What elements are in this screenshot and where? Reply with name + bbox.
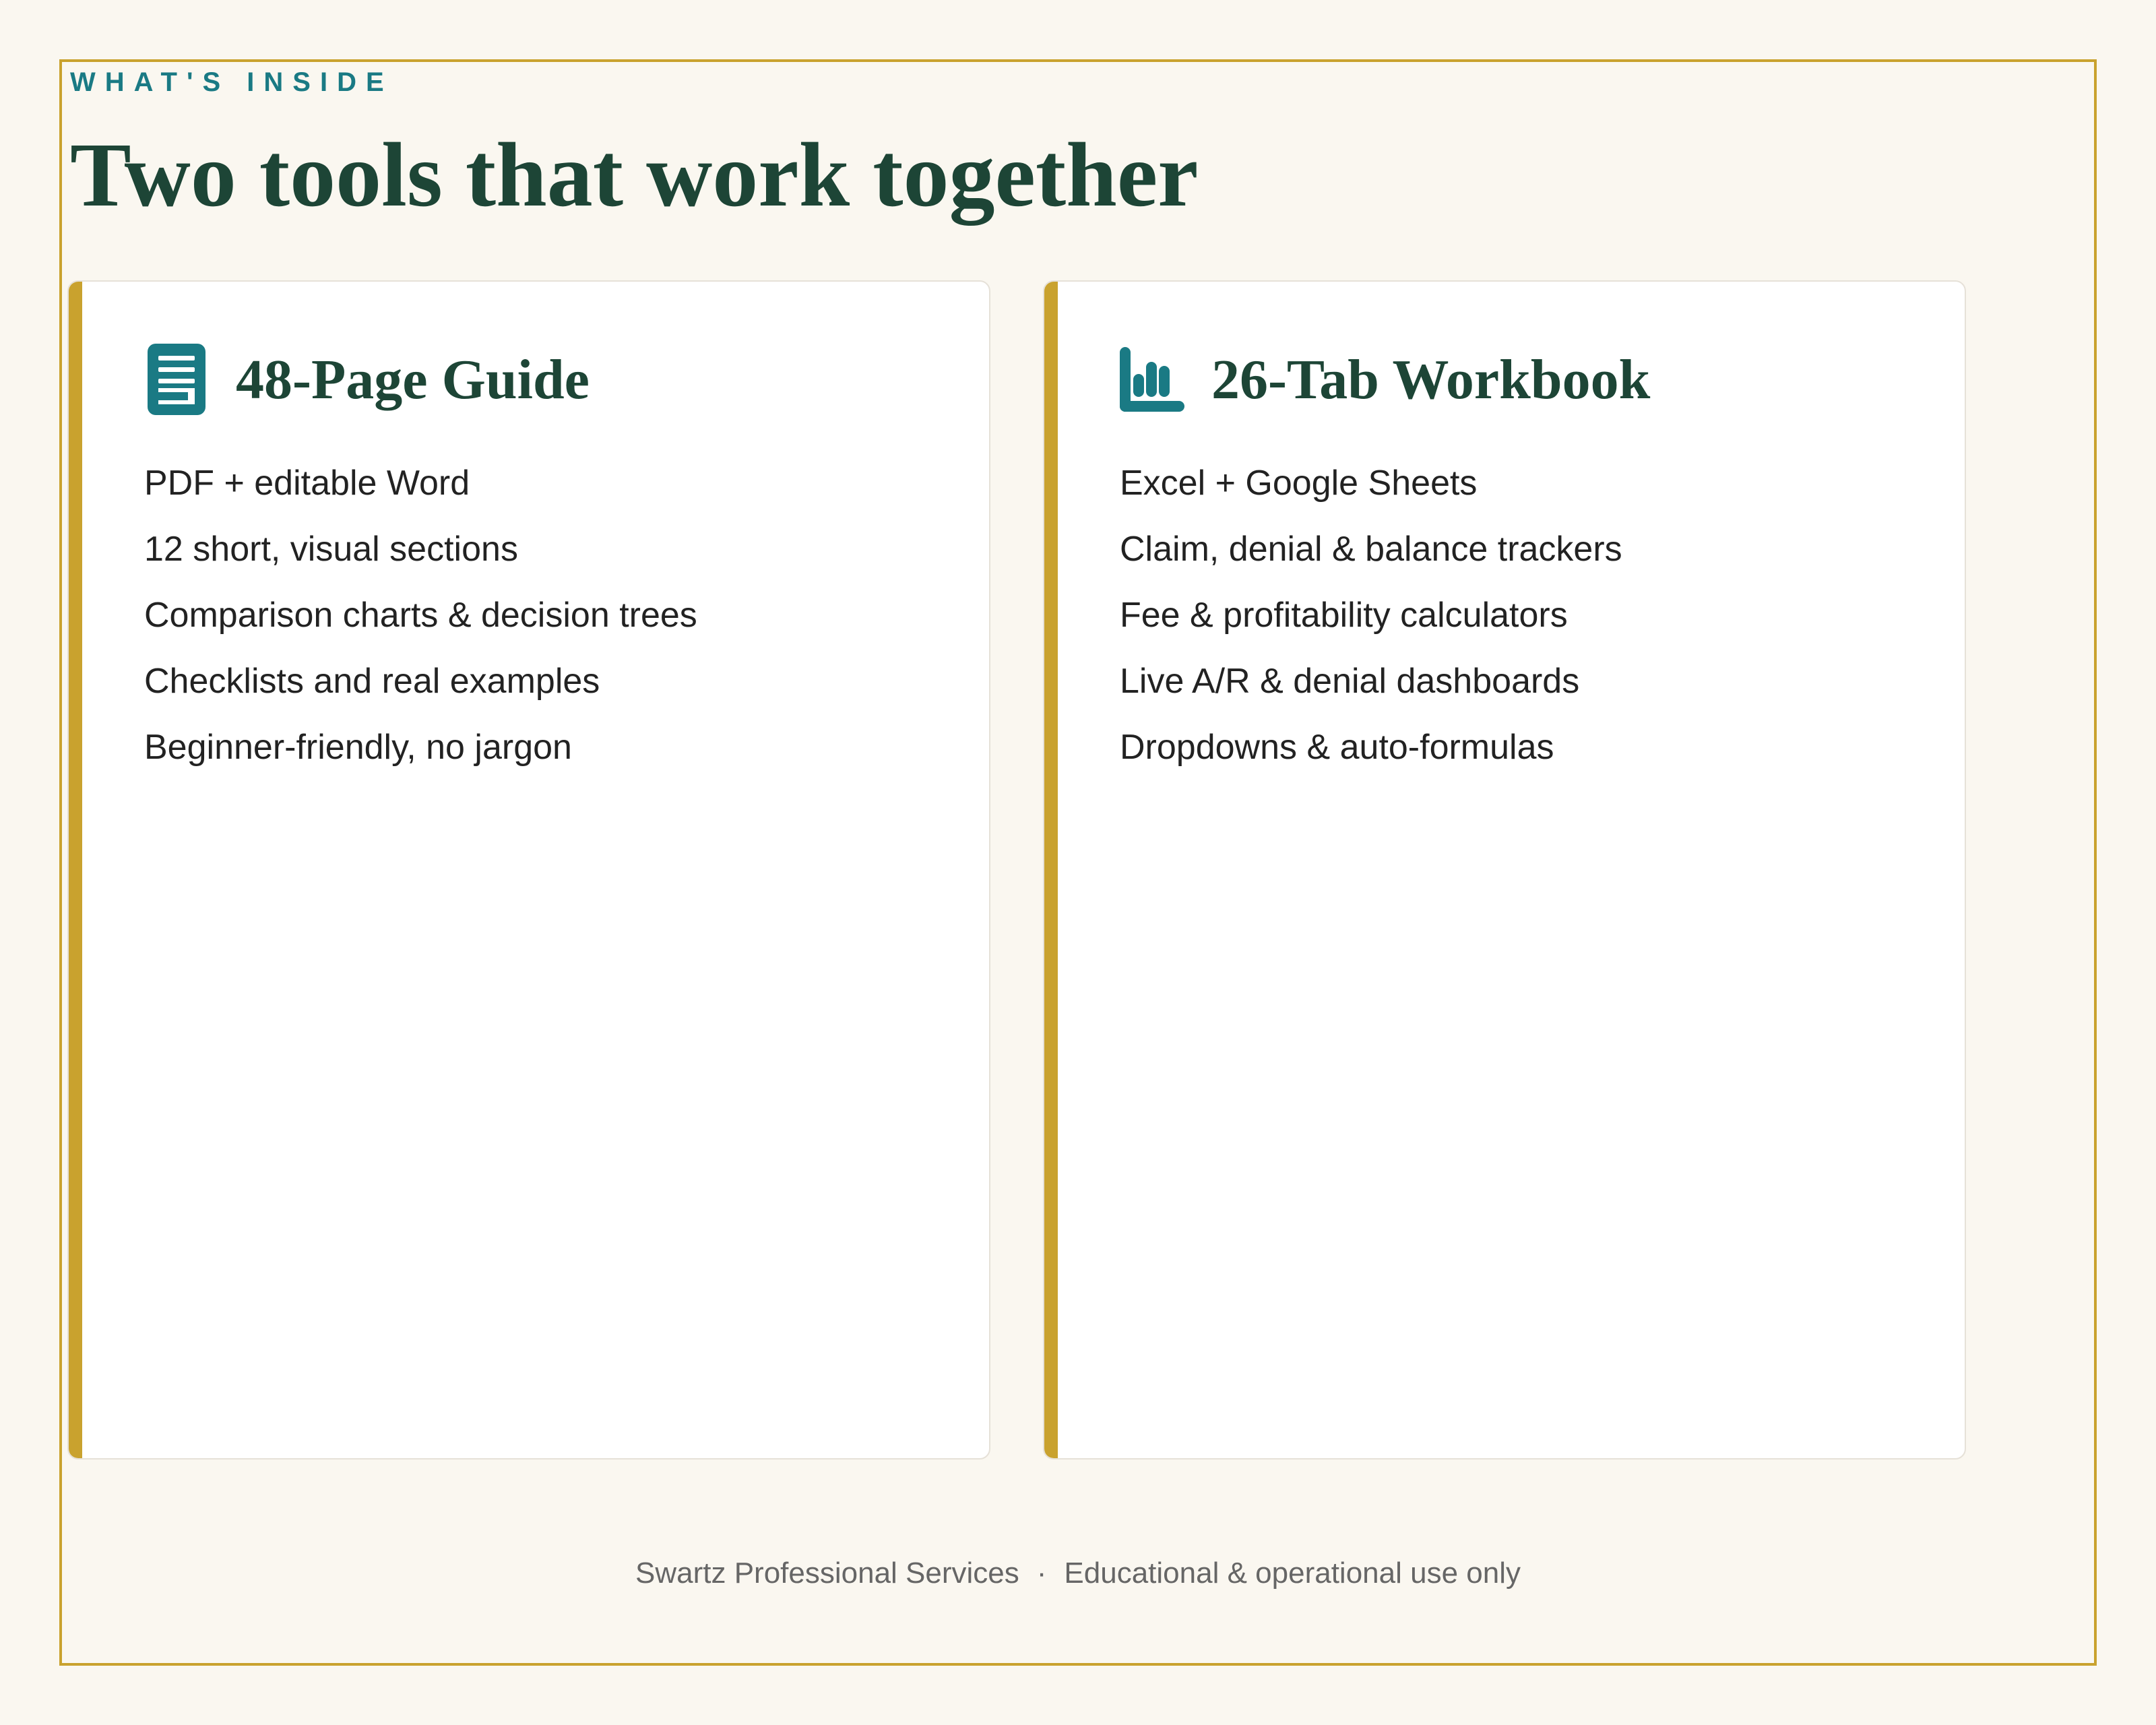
guide-card [67,280,990,1460]
list-item: Beginner-friendly, no jargon [144,728,572,767]
list-item: PDF + editable Word [144,464,470,503]
footer-separator: · [1036,1557,1047,1590]
card-header [1120,342,1650,416]
footer-note: Educational & operational use only [1064,1557,1521,1590]
card-title: 48-Page Guide [236,348,590,411]
card-accent-bar [1044,282,1058,1458]
list-item: Live A/R & denial dashboards [1120,662,1580,701]
document-icon [144,342,209,416]
card-header [144,342,590,416]
footer [0,1557,2156,1590]
list-item: Checklists and real examples [144,662,600,701]
list-item: Excel + Google Sheets [1120,464,1478,503]
list-item: Fee & profitability calculators [1120,596,1568,635]
section-eyebrow: WHAT'S INSIDE [70,67,393,97]
list-item: 12 short, visual sections [144,530,518,569]
list-item: Claim, denial & balance trackers [1120,530,1622,569]
card-accent-bar [69,282,82,1458]
footer-company: Swartz Professional Services [635,1557,1019,1590]
feature-list [1120,450,1622,780]
workbook-card [1043,280,1966,1460]
list-item: Comparison charts & decision trees [144,596,697,635]
card-title: 26-Tab Workbook [1211,348,1651,411]
feature-list [144,450,697,780]
page-title: Two tools that work together [70,125,1199,226]
bar-chart-icon [1120,342,1184,416]
list-item: Dropdowns & auto-formulas [1120,728,1554,767]
